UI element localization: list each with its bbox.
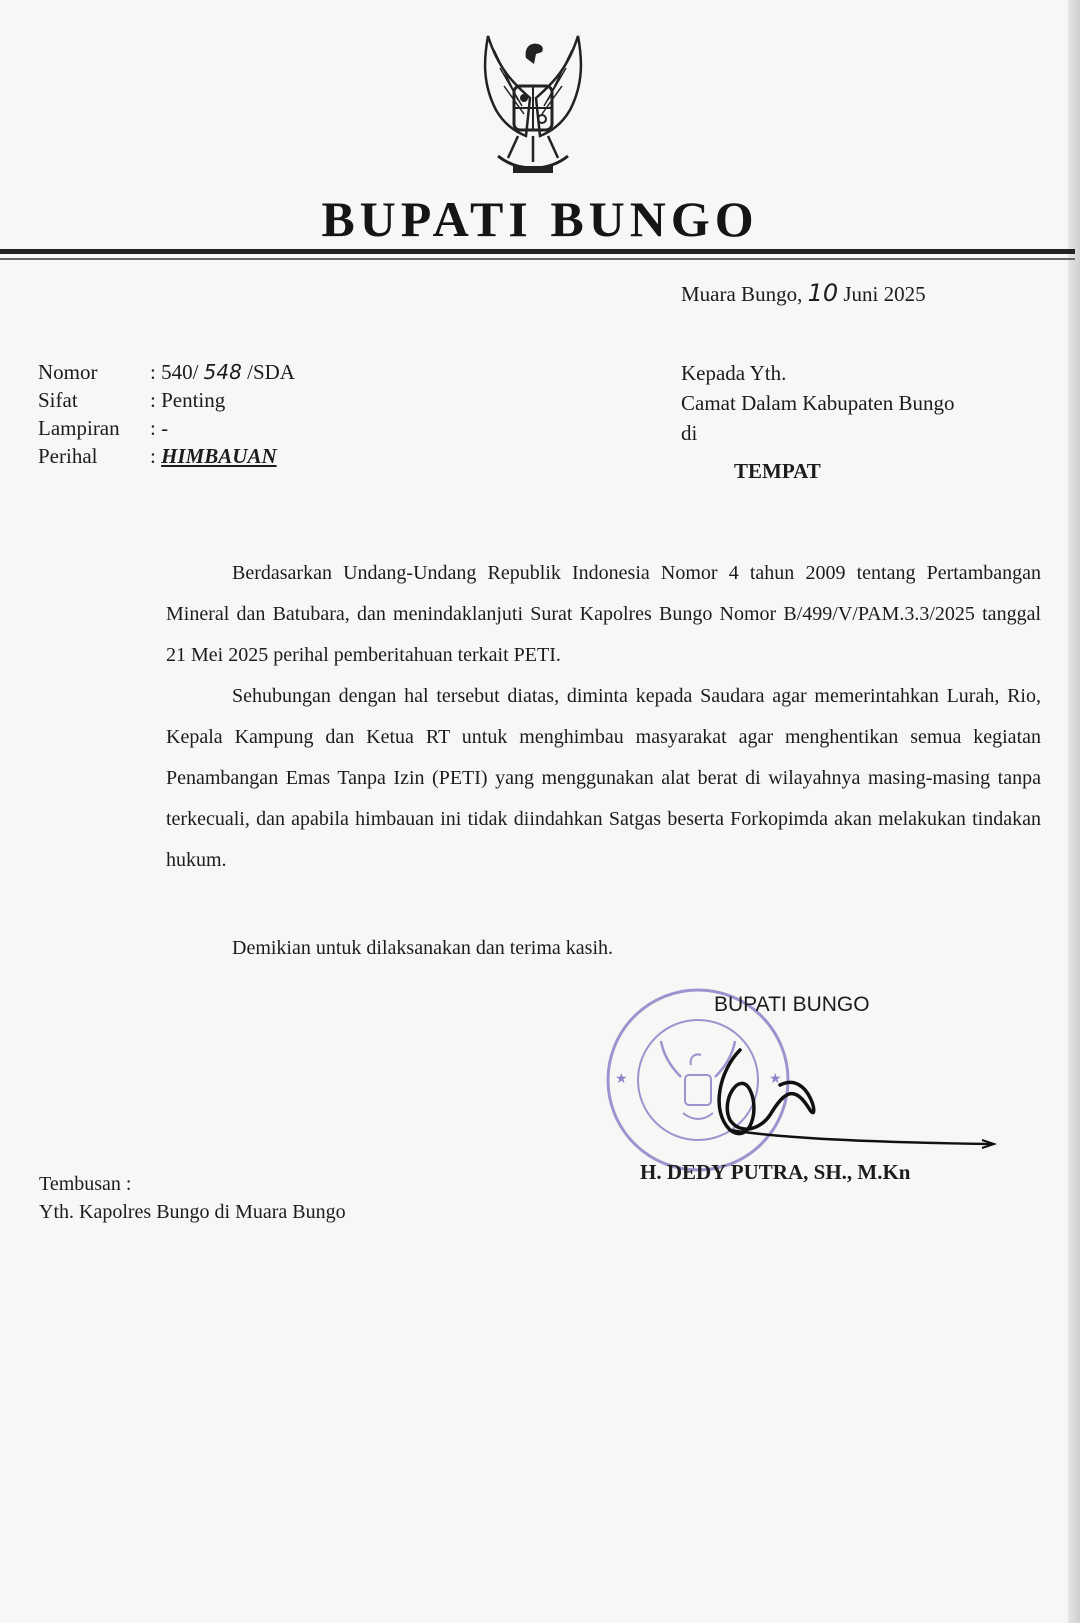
carbon-copy: [39, 1170, 346, 1226]
lampiran-value: : -: [150, 416, 169, 440]
letter-meta: [38, 358, 295, 470]
svg-text:★: ★: [769, 1071, 782, 1087]
address-tempat: TEMPAT: [734, 459, 821, 483]
closing-line: Demikian untuk dilaksanakan dan terima kasih.: [232, 937, 614, 959]
recipient-address: [681, 358, 955, 486]
address-line-2: Camat Dalam Kabupaten Bungo: [681, 391, 955, 415]
date-suffix: Juni 2025: [838, 282, 926, 306]
perihal-value: HIMBAUAN: [161, 444, 277, 468]
perihal-value-wrap: [150, 442, 277, 470]
copy-label: Tembusan :: [39, 1173, 132, 1195]
perihal-colon: :: [150, 444, 162, 468]
signature-title: BUPATI BUNGO: [714, 993, 870, 1016]
letterhead-title: BUPATI BUNGO: [321, 191, 759, 247]
address-line-1: Kepada Yth.: [681, 361, 787, 385]
letter-body: [166, 553, 1041, 881]
date-day-handwritten: 10: [807, 279, 839, 307]
meta-nomor: [38, 358, 295, 386]
body-paragraph-1: Berdasarkan Undang-Undang Republik Indonesia Nomor 4 tahun 2009 tentang Pertambangan Mineral dan Batubara, dan menindaklanjuti Surat Kapolres Bungo Nomor B/499/V/PAM.3.3/2025 tanggal 21 Mei 2025 perihal pemberitahuan terkait PETI.: [166, 562, 1041, 666]
sifat-label: Sifat: [38, 388, 78, 412]
body-paragraph-2: Sehubungan dengan hal tersebut diatas, diminta kepada Saudara agar memerintahkan Lurah, Rio, Kepala Kampung dan Ketua RT untuk menghimbau masyarakat agar menghentikan semua kegiatan Penambangan Emas Tanpa Izin (PETI) yang menggunakan alat berat di wilayahnya masing-masing tanpa terkecuali, dan apabila himbauan ini tidak diindahkan Satgas beserta Forkopimda akan melakukan tindakan hukum.: [166, 685, 1041, 871]
nomor-prefix: : 540/: [150, 360, 204, 384]
letterhead-rule-thin: [0, 258, 1075, 260]
signatory-name: H. DEDY PUTRA, SH., M.Kn: [640, 1160, 911, 1184]
nomor-value: [150, 358, 295, 386]
nomor-suffix: /SDA: [241, 360, 295, 384]
copy-line-1: Yth. Kapolres Bungo di Muara Bungo: [39, 1201, 346, 1223]
meta-perihal: [38, 442, 295, 470]
lampiran-label: Lampiran: [38, 416, 120, 440]
garuda-emblem-icon: [458, 28, 608, 188]
meta-lampiran: [38, 414, 295, 442]
sifat-value: : Penting: [150, 388, 226, 412]
address-line-3: di: [681, 421, 698, 445]
signature-icon: [700, 1030, 1010, 1170]
svg-text:★: ★: [615, 1071, 628, 1087]
letterhead-rule: [0, 249, 1075, 254]
date-prefix: Muara Bungo,: [681, 282, 808, 306]
nomor-label: Nomor: [38, 360, 98, 384]
letter-date: [681, 279, 926, 307]
meta-sifat: [38, 386, 295, 414]
perihal-label: Perihal: [38, 444, 98, 468]
nomor-handwritten: 548: [203, 360, 242, 384]
